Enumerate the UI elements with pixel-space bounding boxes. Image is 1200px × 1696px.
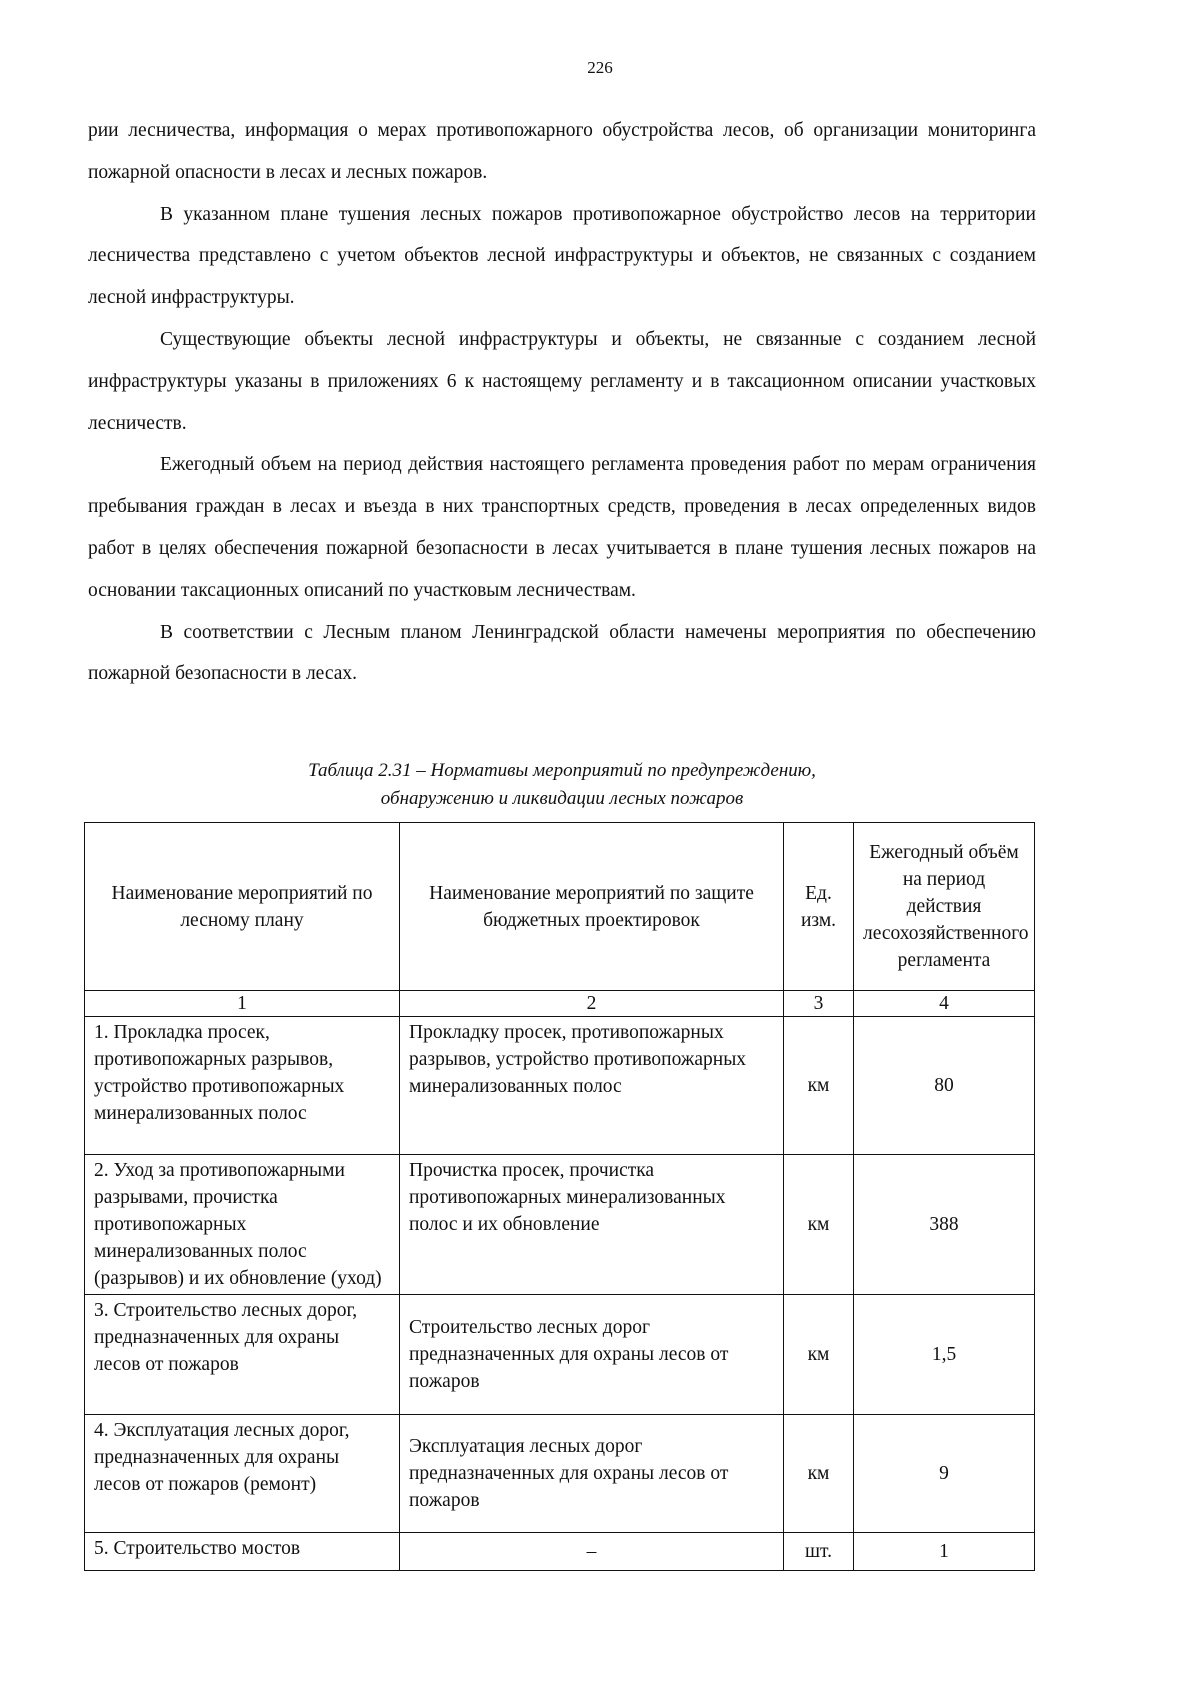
table-row — [85, 1017, 1035, 1155]
paragraph-3: Существующие объекты лесной инфраструктуры и объекты, не связанные с созданием лесной инфраструктуры указаны в приложениях 6 к настоящему регламенту и в таксационном описании участковых лесничеств. — [88, 328, 1036, 434]
table-caption — [88, 757, 1036, 813]
body-text — [88, 110, 1036, 695]
paragraph-2: В указанном плане тушения лесных пожаров противопожарное обустройство лесов на территории лесничества представлено с учетом объектов лесной инфраструктуры и объектов, не связанных с созданием лесной инфраструктуры. — [88, 203, 1036, 309]
header-volume: Ежегодный объём на период действия лесохозяйственного регламента — [854, 823, 1035, 991]
row-volume: 1,5 — [854, 1295, 1035, 1415]
row-plan-name: 4. Эксплуатация лесных дорог, предназначенных для охраны лесов от пожаров (ремонт) — [85, 1415, 400, 1533]
table-row — [85, 1415, 1035, 1533]
row-unit: км — [784, 1295, 854, 1415]
row-volume: 80 — [854, 1017, 1035, 1155]
column-number-2: 2 — [400, 991, 784, 1017]
column-number-3: 3 — [784, 991, 854, 1017]
row-unit: шт. — [784, 1533, 854, 1571]
row-plan-name: 5. Строительство мостов — [85, 1533, 400, 1571]
column-number-4: 4 — [854, 991, 1035, 1017]
table-row — [85, 1533, 1035, 1571]
row-plan-name: 2. Уход за противопожарными разрывами, прочистка противопожарных минерализованных полос (разрывов) и их обновление (уход) — [85, 1155, 400, 1295]
paragraph-5: В соответствии с Лесным планом Ленинградской области намечены мероприятия по обеспечению пожарной безопасности в лесах. — [88, 621, 1036, 685]
row-volume: 1 — [854, 1533, 1035, 1571]
table-caption-line-1: Таблица 2.31 – Нормативы мероприятий по предупреждению, — [308, 760, 816, 781]
row-volume: 9 — [854, 1415, 1035, 1533]
row-unit: км — [784, 1155, 854, 1295]
column-number-1: 1 — [85, 991, 400, 1017]
header-budget-name: Наименование мероприятий по защите бюджетных проектировок — [400, 823, 784, 991]
row-unit: км — [784, 1415, 854, 1533]
column-number-row — [85, 991, 1035, 1017]
header-plan-name: Наименование мероприятий по лесному плану — [85, 823, 400, 991]
table-header-row — [85, 823, 1035, 991]
row-budget-name: – — [400, 1533, 784, 1571]
row-plan-name: 3. Строительство лесных дорог, предназначенных для охраны лесов от пожаров — [85, 1295, 400, 1415]
table-row — [85, 1155, 1035, 1295]
row-budget-name: Эксплуатация лесных дорог предназначенных для охраны лесов от пожаров — [400, 1415, 784, 1533]
paragraph-4: Ежегодный объем на период действия настоящего регламента проведения работ по мерам ограничения пребывания граждан в лесах и въезда в них транспортных средств, проведения в лесах определенных видов работ в целях обеспечения пожарной безопасности в лесах учитывается в плане тушения лесных пожаров на основании таксационных описаний по участковым лесничествам. — [88, 454, 1036, 601]
norms-table — [84, 822, 1035, 1571]
table-caption-line-2: обнаружению и ликвидации лесных пожаров — [380, 788, 744, 809]
row-budget-name: Прокладку просек, противопожарных разрывов, устройство противопожарных минерализованных полос — [400, 1017, 784, 1155]
row-volume: 388 — [854, 1155, 1035, 1295]
page-number: 226 — [587, 58, 613, 77]
row-unit: км — [784, 1017, 854, 1155]
row-plan-name: 1. Прокладка просек, противопожарных разрывов, устройство противопожарных минерализованных полос — [85, 1017, 400, 1155]
row-budget-name: Строительство лесных дорог предназначенных для охраны лесов от пожаров — [400, 1295, 784, 1415]
header-unit: Ед. изм. — [784, 823, 854, 991]
paragraph-1: рии лесничества, информация о мерах противопожарного обустройства лесов, об организации мониторинга пожарной опасности в лесах и лесных пожаров. — [88, 120, 1036, 183]
row-budget-name: Прочистка просек, прочистка противопожарных минерализованных полос и их обновление — [400, 1155, 784, 1295]
table-row — [85, 1295, 1035, 1415]
